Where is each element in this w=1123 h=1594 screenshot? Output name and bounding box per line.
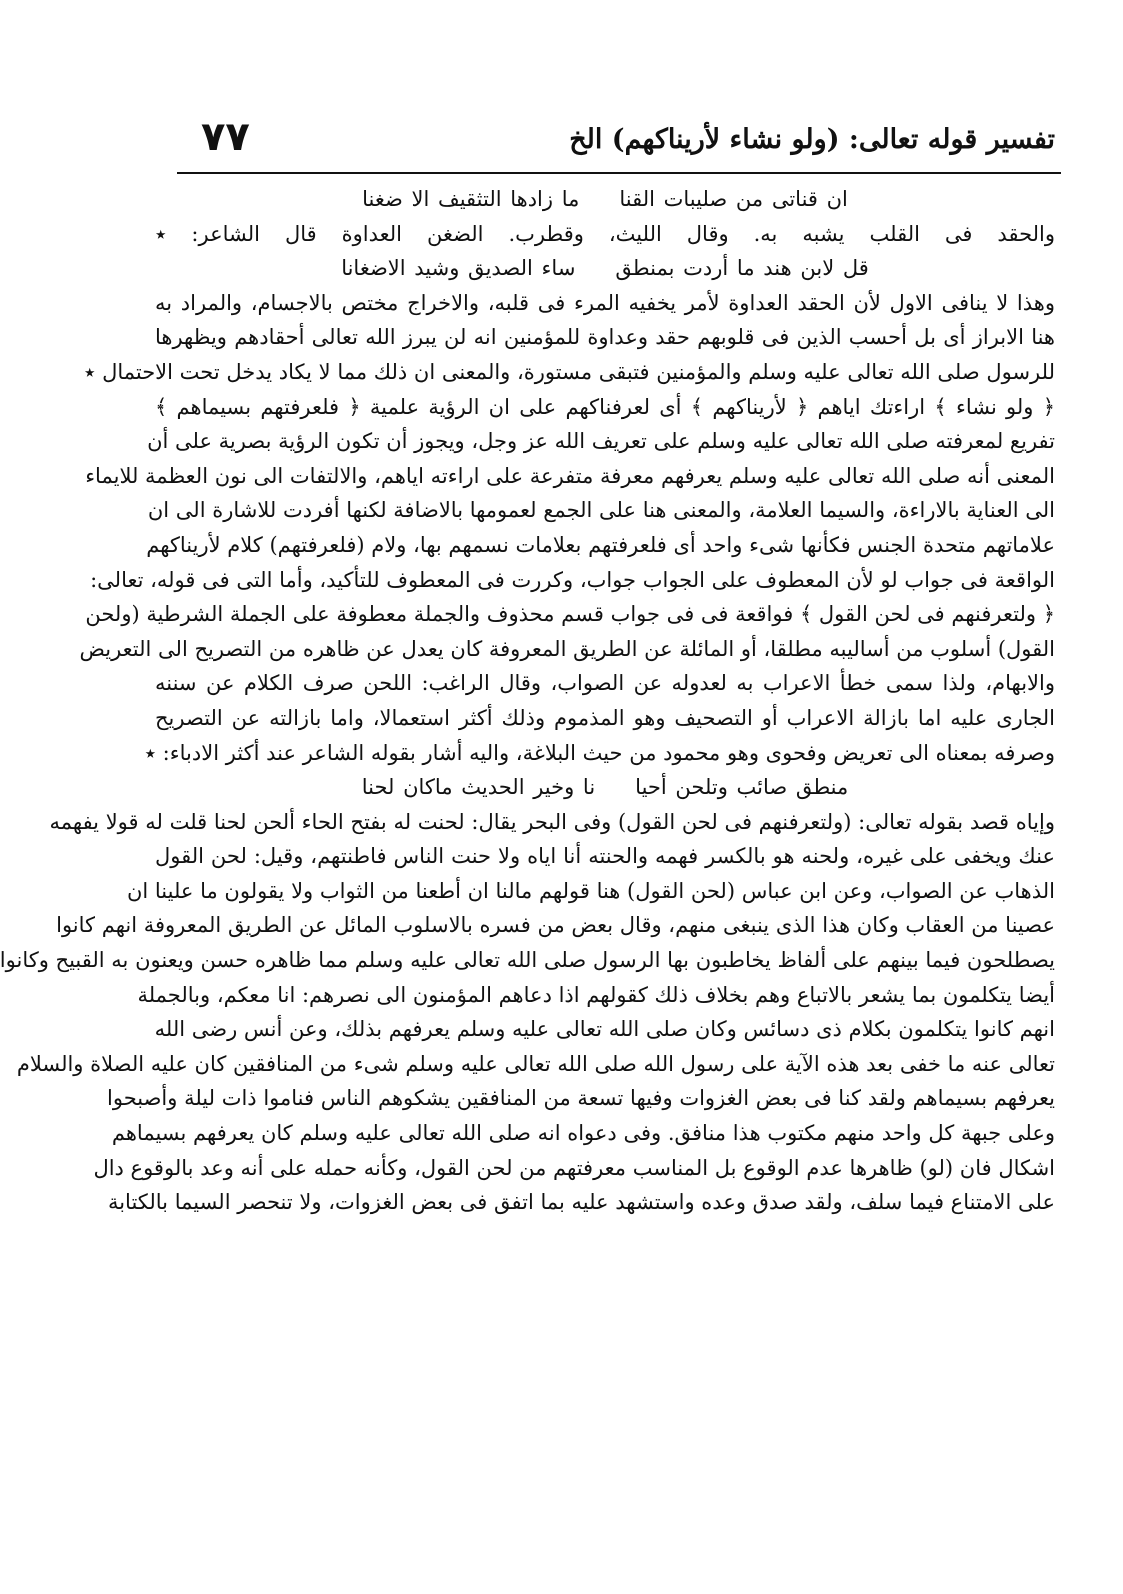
text-line: وصرفه بمعناه الى تعريض وفحوى وهو محمود من حيث البلاغة، واليه أشار بقوله الشاعر عند أكثر الادباء: ٭ [144, 740, 1055, 765]
text-line: المعنى أنه صلى الله تعالى عليه وسلم يعرفهم معرفة متفرعة على اراءته اياهم، والالتفات الى نون العظمة للايماء [85, 463, 1055, 488]
text-line: تعالى عنه ما خفى بعد هذه الآية على رسول الله صلى الله تعالى عليه وسلم شىء من المنافقين كان عليه الصلاة والسلام [16, 1051, 1055, 1076]
text-line: ﴿ ولتعرفنهم فى لحن القول ﴾ فواقعة فى فى جواب قسم محذوف والجملة معطوفة على الجملة الشرطية (ولحن [85, 602, 1055, 627]
text-line: الواقعة فى جواب لو لأن المعطوف على الجواب جواب، وكررت فى المعطوف للتأكيد، وأما التى فى قوله، تعالى: [90, 567, 1055, 592]
verse-line [155, 770, 1055, 805]
body-text [0, 182, 1055, 1220]
text-line: الذهاب عن الصواب، وعن ابن عباس (لحن القول) هنا قولهم مالنا ان أطعنا من الثواب ولا يقولون ما علينا ان [126, 878, 1055, 903]
text-line: وعلى جبهة كل واحد منهم مكتوب هذا منافق. وفى دعواه انه صلى الله تعالى عليه وسلم كان يعرفهم بسيماهم [111, 1121, 1055, 1146]
text-line: للرسول صلى الله تعالى عليه وسلم والمؤمنين فتبقى مستورة، والمعنى ان ذلك مما لا يكاد يدخل تحت الاحتمال ٭ [83, 359, 1055, 384]
book-page [0, 114, 1055, 1560]
page-header [155, 114, 1055, 172]
text-line: يعرفهم بسيماهم ولقد كنا فى بعض الغزوات وفيها تسعة من المنافقين يشكوهم الناس فناموا ذات ليلة وأصبحوا [107, 1086, 1055, 1111]
text-line: أيضا يتكلمون بما يشعر بالاتباع وهم بخلاف ذلك كقولهم اذا دعاهم المؤمنون الى نصرهم: انا معكم، وبالجملة [137, 982, 1055, 1007]
text-line: الجارى عليه اما بازالة الاعراب أو التصحيف وهو المذموم وذلك أكثر استعمالا، واما بازالته عن التصريح [155, 705, 1055, 730]
verse-hemistich-first: ان قناتى من صليبات القنا [619, 187, 848, 211]
verse-hemistich-second: نا وخير الحديث ماكان لحنا [361, 775, 596, 800]
running-head-title: تفسير قوله تعالى: (ولو نشاء لأريناكهم) الخ [569, 124, 1055, 155]
verse-line [155, 182, 1055, 217]
text-line: ﴿ ولو نشاء ﴾ اراءتك اياهم ﴿ لأريناكهم ﴾ أى لعرفناكهم على ان الرؤية علمية ﴿ فلعرفتهم بسيماهم ﴾ [155, 394, 1055, 419]
text-line: والحقد فى القلب يشبه به. وقال الليث، وقطرب. الضغن العداوة قال الشاعر: ٭ [155, 221, 1055, 246]
text-line: وهذا لا ينافى الاول لأن الحقد العداوة لأمر يخفيه المرء فى قلبه، والاخراج مختص بالاجسام، والمراد به [155, 290, 1055, 315]
verse-hemistich-second: ما زادها التثقيف الا ضغنا [362, 187, 580, 211]
text-line: اشكال فان (لو) ظاهرها عدم الوقوع بل المناسب معرفتهم من لحن القول، وكأنه حمله على أنه وعد بالوقوع دال [93, 1155, 1055, 1180]
verse-line [155, 251, 1055, 286]
text-line: عصينا من العقاب وكان هذا الذى ينبغى منهم، وقال بعض من فسره بالاسلوب المائل عن الطريق المعروفة انهم كانوا [56, 913, 1055, 938]
text-line: هنا الابراز أى بل أحسب الذين فى قلوبهم حقد وعداوة للمؤمنين انه لن يبرز الله تعالى أحقادهم ويظهرها [155, 325, 1055, 350]
text-line: يصطلحون فيما بينهم على ألفاظ يخاطبون بها الرسول صلى الله تعالى عليه وسلم مما ظاهره حسن ويعنون به القبيح وكانوا [0, 948, 1055, 973]
header-rule [177, 172, 1061, 174]
page-number: ٧٧ [201, 114, 250, 160]
text-line: على الامتناع فيما سلف، ولقد صدق وعده واستشهد عليه بما اتفق فى بعض الغزوات، ولا تنحصر السيما بالكتابة [107, 1190, 1055, 1215]
text-line: انهم كانوا يتكلمون بكلام ذى دسائس وكان صلى الله تعالى عليه وسلم يعرفهم بذلك، وعن أنس رضى الله [154, 1017, 1055, 1042]
verse-hemistich-first: منطق صائب وتلحن أحيا [635, 775, 849, 800]
text-line: وإياه قصد بقوله تعالى: (ولتعرفنهم فى لحن القول) وفى البحر يقال: لحنت له بفتح الحاء ألحن لحنا قلت له قولا يفهمه [49, 809, 1055, 834]
verse-hemistich-second: ساء الصديق وشيد الاضغانا [341, 256, 576, 281]
text-line: عنك ويخفى على غيره، ولحنه هو بالكسر فهمه والحنته أنا اياه ولا حنت الناس فاطنتهم، وقيل: لحن القول [155, 844, 1055, 869]
text-line: القول) أسلوب من أساليبه مطلقا، أو المائلة عن الطريق المعروفة كان يعدل عن ظاهره من التصريح الى التعريض [79, 636, 1055, 661]
text-line: والابهام، ولذا سمى خطأ الاعراب به لعدوله عن الصواب، وقال الراغب: اللحن صرف الكلام عن سننه [155, 671, 1055, 696]
text-line: علاماتهم متحدة الجنس فكأنها شىء واحد أى فلعرفتهم بعلامات نسمهم بها، ولام (فلعرفتهم) كلام لأريناكهم [146, 532, 1055, 557]
verse-hemistich-first: قل لابن هند ما أردت بمنطق [615, 256, 869, 281]
text-line: تفريع لمعرفته صلى الله تعالى عليه وسلم على تعريف الله عز وجل، ويجوز أن تكون الرؤية بصرية على أن [147, 429, 1055, 454]
text-line: الى العناية بالاراءة، والسيما العلامة، والمعنى هنا على الجمع لعمومها بالاضافة لكنها أفردت للاشارة الى ان [147, 498, 1055, 523]
